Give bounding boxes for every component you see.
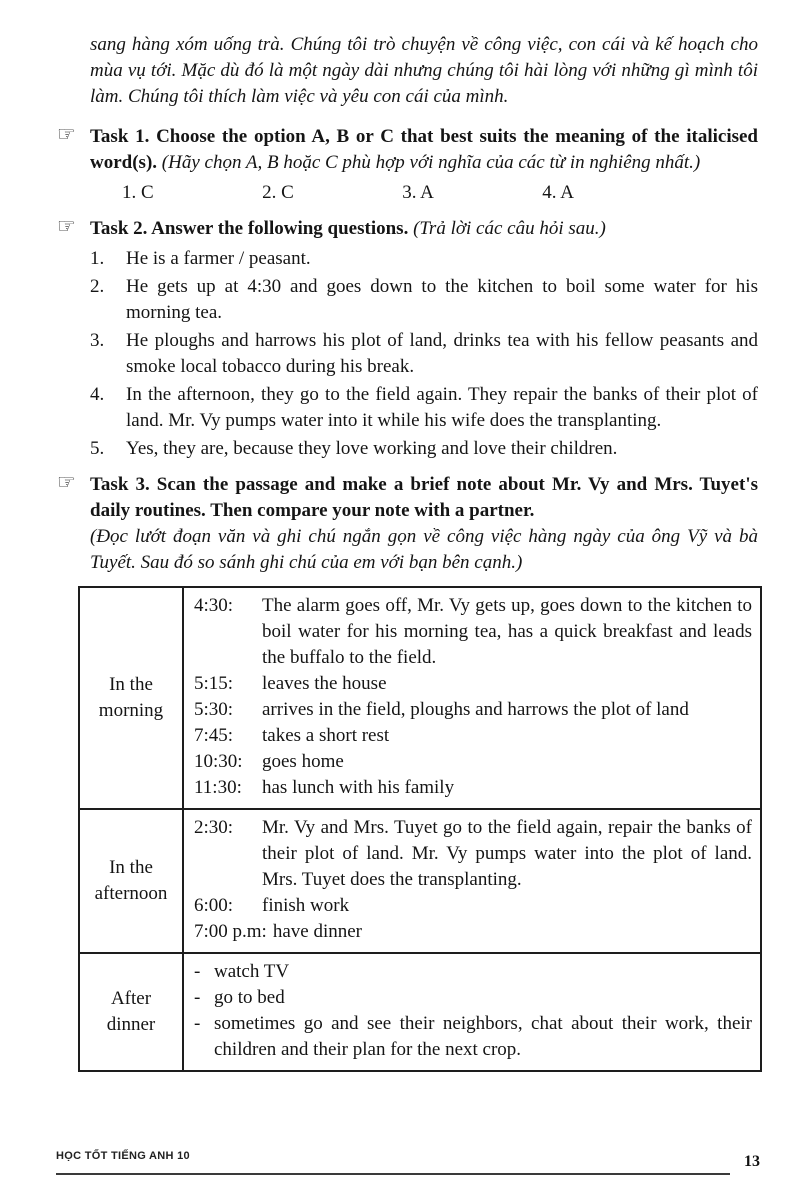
item-number: 1. xyxy=(90,248,105,269)
task2-section xyxy=(57,214,758,462)
task3-title: Task 3. Scan the passage and make a brief note about Mr. Vy and Mrs. Tuyet's daily routines. Then compare your note with a partner. xyxy=(90,474,758,521)
task3-section xyxy=(57,470,758,1072)
item-number: 5. xyxy=(90,438,105,459)
row-entries xyxy=(183,587,761,809)
bullet-dash: - xyxy=(194,961,201,982)
entry-time: 10:30: xyxy=(194,751,243,772)
list-item xyxy=(90,274,758,326)
routine-entry xyxy=(194,697,752,723)
entry-text: have dinner xyxy=(272,921,362,942)
task1-answers xyxy=(122,180,574,206)
routine-entry xyxy=(194,815,752,893)
entry-time: 6:00: xyxy=(194,895,234,916)
routine-entry xyxy=(194,593,752,671)
bullet-dash: - xyxy=(194,1013,201,1034)
task2-title: Task 2. Answer the following questions. xyxy=(90,218,409,239)
entry-text: watch TV xyxy=(214,961,290,982)
book-title: HỌC TỐT TIẾNG ANH 10 xyxy=(56,1143,730,1175)
entry-time: 7:45: xyxy=(194,725,234,746)
entry-time: 5:15: xyxy=(194,673,234,694)
pointing-hand-icon: ☞ xyxy=(57,122,76,146)
task2-answer-list xyxy=(90,246,758,462)
answer-2: 2. C xyxy=(262,182,294,203)
entry-time: 5:30: xyxy=(194,699,234,720)
daily-routine-table xyxy=(78,586,762,1072)
item-text: Yes, they are, because they love working and love their children. xyxy=(126,438,618,459)
entry-time: 7:00 p.m: xyxy=(194,921,267,942)
routine-entry xyxy=(194,1011,752,1063)
item-text: He gets up at 4:30 and goes down to the kitchen to boil some water for his morning tea. xyxy=(126,276,758,323)
bullet-dash: - xyxy=(194,987,201,1008)
routine-entry xyxy=(194,893,752,919)
entry-time: 2:30: xyxy=(194,817,234,838)
task1-header xyxy=(57,122,758,176)
routine-entry xyxy=(194,919,752,945)
list-item xyxy=(90,436,758,462)
answer-3: 3. A xyxy=(402,182,434,203)
routine-entry xyxy=(194,775,752,801)
intro-paragraph: sang hàng xóm uống trà. Chúng tôi trò chuyện về công việc, con cái và kế hoạch cho mùa vụ tới. Mặc dù đó là một ngày dài nhưng chúng tôi hài lòng với những gì mình tôi làm. Chúng tôi thích làm việc và yêu con cái của mình. xyxy=(90,34,758,107)
task3-header xyxy=(57,470,758,576)
task3-note: (Đọc lướt đoạn văn và ghi chú ngắn gọn về công việc hàng ngày của ông Vỹ và bà Tuyết. Sau đó so sánh ghi chú của em với bạn bên cạnh.) xyxy=(90,526,758,573)
routine-entry xyxy=(194,723,752,749)
task1-title: Task 1. Choose the option A, B or C that best suits the meaning of the italicised word(s). xyxy=(90,126,758,173)
answer-4: 4. A xyxy=(542,182,574,203)
entry-text: Mr. Vy and Mrs. Tuyet go to the field again, repair the banks of their plot of land. Mr. Vy pumps water into the plot of land. Mrs. Tuyet does the transplanting. xyxy=(262,817,752,890)
entry-time: 11:30: xyxy=(194,777,242,798)
list-item xyxy=(90,382,758,434)
entry-text: takes a short rest xyxy=(262,725,390,746)
entry-time: 4:30: xyxy=(194,595,234,616)
entry-text: goes home xyxy=(262,751,344,772)
item-text: In the afternoon, they go to the field again. They repair the banks of their plot of land. Mr. Vy pumps water into it while his wife does the transplanting. xyxy=(126,384,758,431)
table-row-after-dinner xyxy=(79,953,761,1071)
entry-text: sometimes go and see their neighbors, chat about their work, their children and their plan for the next crop. xyxy=(214,1013,752,1060)
task1-section xyxy=(57,122,758,206)
row-entries xyxy=(183,953,761,1071)
page-number: 13 xyxy=(744,1153,760,1170)
entry-text: arrives in the field, ploughs and harrows the plot of land xyxy=(262,699,689,720)
answer-1: 1. C xyxy=(122,182,154,203)
item-number: 3. xyxy=(90,330,105,351)
entry-text: finish work xyxy=(262,895,350,916)
entry-text: The alarm goes off, Mr. Vy gets up, goes down to the kitchen to boil water for his morning tea, has a quick breakfast and leads the buffalo to the field. xyxy=(262,595,752,668)
item-number: 2. xyxy=(90,276,105,297)
routine-entry xyxy=(194,985,752,1011)
list-item xyxy=(90,328,758,380)
pointing-hand-icon: ☞ xyxy=(57,214,76,238)
item-text: He ploughs and harrows his plot of land, drinks tea with his fellow peasants and smoke local tobacco during his break. xyxy=(126,330,758,377)
page-footer xyxy=(56,1143,760,1175)
row-label: In the afternoon xyxy=(79,809,183,953)
routine-entry xyxy=(194,671,752,697)
routine-entry xyxy=(194,959,752,985)
task1-note: (Hãy chọn A, B hoặc C phù hợp với nghĩa của các từ in nghiêng nhất.) xyxy=(161,152,701,173)
entry-text: go to bed xyxy=(214,987,285,1008)
list-item xyxy=(90,246,758,272)
table-row-afternoon xyxy=(79,809,761,953)
entry-text: has lunch with his family xyxy=(262,777,455,798)
row-label: In the morning xyxy=(79,587,183,809)
task2-header xyxy=(57,214,758,242)
item-text: He is a farmer / peasant. xyxy=(126,248,311,269)
routine-entry xyxy=(194,749,752,775)
item-number: 4. xyxy=(90,384,105,405)
entry-text: leaves the house xyxy=(262,673,387,694)
row-entries xyxy=(183,809,761,953)
pointing-hand-icon: ☞ xyxy=(57,470,76,494)
task2-note: (Trả lời các câu hỏi sau.) xyxy=(413,218,606,239)
table-row-morning xyxy=(79,587,761,809)
row-label: After dinner xyxy=(79,953,183,1071)
